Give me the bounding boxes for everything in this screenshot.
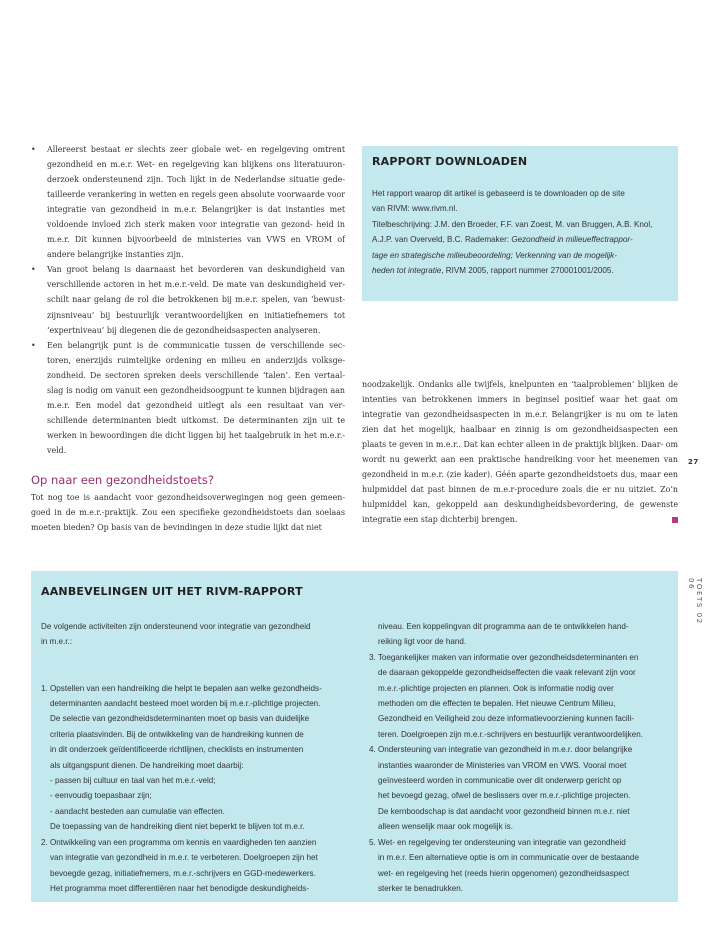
recommendation-line: determinanten aandacht besteed moet worden bij m.e.r.-plichtige projecten. <box>50 699 321 709</box>
recommendation-line: alleen wenselijk maar ook mogelijk is. <box>378 822 513 832</box>
recommendation-line: Het programma moet differentiëren naar het benodigde deskundigheids- <box>50 883 310 893</box>
recommendation-line: De kernboodschap is dat aandacht voor gezondheid binnen m.e.r. niet <box>378 806 630 816</box>
recommendation-line: wet- en regelgeving het (reeds hierin opgenomen) gezondheidsaspect <box>378 868 630 878</box>
recommendation-line: als uitgangspunt dienen. De handreiking moet daarbij: <box>50 760 244 770</box>
download-box-title: RAPPORT DOWNLOADEN <box>372 155 528 168</box>
bullet-item <box>31 338 345 458</box>
download-box <box>362 146 678 301</box>
download-box-body <box>372 186 672 278</box>
recommendation-subitem: - eenvoudig toepasbaar zijn; <box>50 791 152 801</box>
bullet-dot: • <box>31 340 36 350</box>
page-number: 27 <box>688 458 699 466</box>
intro-line: in m.e.r.: <box>41 637 73 647</box>
recommendations-right-column <box>369 619 669 896</box>
download-line: heden tot integratie, RIVM 2005, rapport nummer 270001001/2005. <box>372 266 614 276</box>
recommendation-line: de daaraan gekoppelde gezondheidseffecten die vaak relevant zijn voor <box>378 668 636 678</box>
recommendation-line: het bevoegd gezag, ofwel de beslissers over m.e.r.-plichtige projecten. <box>378 791 631 801</box>
spacer <box>41 665 351 680</box>
recommendation-line: instanties waaronder de Ministeries van VROM en VWS. Vooral moet <box>378 760 627 770</box>
download-line: Titelbeschrijving: J.M. den Broeder, F.F. van Zoest, M. van Bruggen, A.B. Knol, <box>372 219 653 229</box>
recommendation-line: reiking ligt voor de hand. <box>378 637 467 647</box>
bullet-item <box>31 262 345 337</box>
recommendation-line: niveau. Een koppelingvan dit programma aan de te ontwikkelen hand- <box>378 622 629 631</box>
recommendation-line: bevoegde gezag, initiatiefnemers, m.e.r.-schrijvers en GGD-medewerkers. <box>50 868 316 878</box>
recommendations-box <box>31 571 678 902</box>
bullet-text: Van groot belang is daarnaast het bevorderen van deskundigheid van verschillende actoren in het m.e.r.-veld. De mate van deskundigheid ver- schilt naar gelang de rol die betrokkenen bij m.e.r. spelen, van ‘bewust- zijnsniveau’ bij bestuurlijk verantwoordelijken en initiatiefnemers tot ‘expertniveau’ bij diegenen die de gezondheidsaspecten analyseren. <box>47 265 345 335</box>
running-head: TOETS 02 06 <box>687 578 703 625</box>
recommendation-line: in m.e.r. Een alternatieve optie is om in communicatie over de bestaande <box>378 853 639 863</box>
left-column <box>31 142 345 535</box>
download-line: A.J.P. van Overveld, B.C. Rademaker: Gezondheid in milieueffectrappor- <box>372 235 633 245</box>
bullet-dot: • <box>31 145 36 154</box>
recommendation-line: 1. Opstellen van een handreiking die helpt te bepalen aan welke gezondheids- <box>41 683 322 693</box>
bullet-text: Allereerst bestaat er slechts zeer globale wet- en regelgeving omtrent gezondheid en m.e.r. Wet- en regelgeving kan blijkens ons literatuuron- derzoek ondersteunend zijn. Toch lijkt in de Nederlandse situatie gede- tailleerde verankering in wetten en regels geen absolute voorwaarde voor integratie van gezondheid in m.e.r. Belangrijker is dat instanties met voldoende invloed zich sterk maken voor integratie van gezond- heid in m.e.r. Dit kunnen bijvoorbeeld de ministeries van VWS en VROM of andere belangrijke instanties zijn. <box>47 145 345 260</box>
recommendation-line: De toepassing van de handreiking dient niet beperkt te blijven tot m.e.r. <box>50 822 305 832</box>
download-link-text: van RIVM: www.rivm.nl. <box>372 204 458 214</box>
recommendation-line: m.e.r.-plichtige projecten en plannen. Ook is informatie nodig over <box>378 683 614 693</box>
recommendation-line: 5. Wet- en regelgeving ter ondersteuning van integratie van gezondheid <box>369 837 626 847</box>
right-column: noodzakelijk. Ondanks alle twijfels, knelpunten en ‘taalproblemen’ blijken de intenties van betrokkenen immers in beginsel positief waar het gaat om integratie van gezondheidsaspecten in m.e.r. Belangrijker is nu om te laten zien dat het mogelijk, haalbaar en zinnig is om gezondheidsaspecten een plaats te geven in m.e.r.. Dat kan echter alleen in de praktijk blijken. Daar- om wordt nu gewerkt aan een praktische handreiking voor het meenemen van gezondheid in m.e.r. (zie kader). Géén aparte gezondheidstoets dus, maar een hulpmiddel dat past binnen de m.e.r-procedure zoals die er nu uitziet. Zo’n hulpmiddel kan, gekoppeld aan deskundigheidsbevordering, de gewenste integratie een stap dichterbij brengen. <box>362 380 679 525</box>
recommendation-line: teren. Doelgroepen zijn m.e.r.-schrijvers en bestuurlijk verantwoordelijken. <box>378 729 643 739</box>
recommendations-title: AANBEVELINGEN UIT HET RIVM-RAPPORT <box>41 585 303 598</box>
recommendations-left-column <box>41 619 351 896</box>
recommendation-line: 3. Toegankelijker maken van informatie over gezondheidsdeterminanten en <box>369 652 639 662</box>
recommendation-line: methoden om die effecten te bepalen. Het nieuwe Centrum Milieu, <box>378 699 616 709</box>
recommendation-line: sterker te benadrukken. <box>378 883 464 893</box>
bullet-item <box>31 142 345 262</box>
recommendation-line: van integratie van gezondheid in m.e.r. te verbeteren. Doelgroepen zijn het <box>50 853 318 863</box>
recommendation-line: criteria plaatsvinden. Bij de ontwikkeling van de handreiking kunnen de <box>50 729 304 739</box>
bullet-dot: • <box>31 265 36 275</box>
spacer <box>41 650 351 665</box>
bullet-text: Een belangrijk punt is de communicatie tussen de verschillende sec- toren, enerzijds ruimtelijke ordening en milieu en anderzijds volksge- zondheid. De sectoren spreken deels verschillende ‘talen’. Een vertaal- slag is nodig om vanuit een gezondheidsoogpunt te kunnen bijdragen aan m.e.r. Een model dat gezondheid uitlegt als een resultaat van ver- schillende determinanten biedt uitkomst. De determinanten zijn uit te werken in bewoordingen die dicht liggen bij het taalgebruik in het m.e.r.-veld. <box>47 340 345 455</box>
download-line: Het rapport waarop dit artikel is gebaseerd is te downloaden op de site <box>372 189 625 198</box>
recommendation-line: in dit onderzoek geïdentificeerde richtlijnen, checklists en instrumenten <box>50 745 304 755</box>
end-of-article-mark <box>672 517 678 523</box>
recommendation-line: Gezondheid en Veiligheid zou deze informatievoorziening kunnen facili- <box>378 714 635 724</box>
recommendation-subitem: - aandacht besteden aan cumulatie van effecten. <box>50 806 225 816</box>
recommendation-line: De selectie van gezondheidsdeterminanten moet op basis van duidelijke <box>50 714 310 724</box>
body-paragraph: Tot nog toe is aandacht voor gezondheidsoverwegingen nog geen gemeen- goed in de m.e.r.-praktijk. Zou een specifieke gezondheidstoets dan soelaas moeten bieden? Op basis van de bevindingen in deze studie lijkt dat niet <box>31 492 345 533</box>
recommendation-line: 4. Ondersteuning van integratie van gezondheid in m.e.r. door belangrijke <box>369 745 633 755</box>
recommendation-line: 2. Ontwikkeling van een programma om kennis en vaardigheden ten aanzien <box>41 837 317 847</box>
recommendation-subitem: - passen bij cultuur en taal van het m.e.r.-veld; <box>50 776 216 786</box>
intro-line: De volgende activiteiten zijn ondersteunend voor integratie van gezondheid <box>41 622 311 631</box>
recommendation-line: geïnvesteerd worden in communicatie over dit onderwerp gericht op <box>378 776 622 786</box>
section-title: Op naar een gezondheidstoets? <box>31 472 214 487</box>
download-line: tage en strategische milieubeoordeling; Verkenning van de mogelijk- <box>372 250 617 260</box>
bullet-list <box>31 142 345 458</box>
